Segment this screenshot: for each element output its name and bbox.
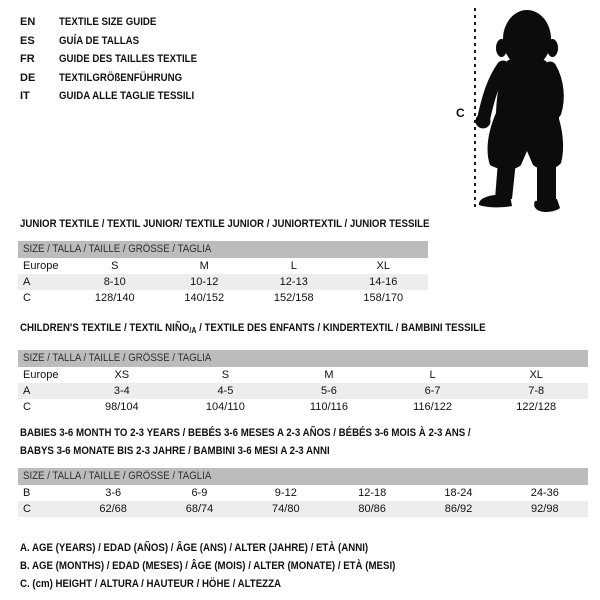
value-cell: 6-9: [191, 487, 208, 499]
value-cell: 14-16: [369, 276, 398, 288]
row-label: A: [23, 276, 31, 288]
nino-a-subscript: /A: [189, 326, 197, 335]
language-row-fr: [20, 50, 216, 69]
value-cell: 98/104: [104, 401, 139, 413]
language-code: DE: [20, 71, 36, 84]
size-cell: M: [199, 260, 209, 272]
footnote-c: C. (cm) HEIGHT / ALTURA / HAUTEUR / HÖHE / ALTEZZA: [20, 578, 282, 590]
language-code: IT: [20, 90, 30, 102]
row-label: Europe: [23, 260, 59, 272]
children-height-row: [18, 399, 588, 415]
guide-title-de: TEXTILGRÖßENFÜHRUNG: [59, 71, 183, 84]
babies-size-table: [18, 468, 588, 517]
children-section-title: CHILDREN'S TEXTILE / TEXTIL NIÑO/A / TEXTILE DES ENFANTS / KINDERTEXTIL / BAMBINI TESSILE: [20, 322, 486, 335]
value-cell: 3-6: [105, 487, 122, 499]
value-cell: 8-10: [103, 276, 126, 288]
row-label: Europe: [23, 369, 59, 381]
size-cell: L: [290, 260, 297, 272]
children-size-table: [18, 350, 588, 415]
guide-title-en: TEXTILE SIZE GUIDE: [59, 16, 157, 28]
baby-height-figure: [455, 5, 580, 215]
language-code: ES: [20, 34, 35, 47]
footnote-a: A. AGE (YEARS) / EDAD (AÑOS) / ÂGE (ANS) / ALTER (JAHRE) / ETÀ (ANNI): [20, 542, 369, 554]
row-label: B: [23, 487, 31, 499]
value-cell: 104/110: [205, 401, 245, 413]
guide-title-it: GUIDA ALLE TAGLIE TESSILI: [59, 90, 195, 102]
row-label: C: [23, 503, 31, 515]
value-cell: 80/86: [358, 503, 386, 515]
size-bar-label: SIZE / TALLA / TAILLE / GRÖSSE / TAGLIA: [23, 470, 212, 482]
row-label: C: [23, 401, 31, 413]
value-cell: 10-12: [190, 276, 219, 288]
language-code: EN: [20, 16, 36, 28]
value-cell: 24-36: [530, 487, 559, 499]
children-header-row: [18, 367, 588, 383]
value-cell: 68/74: [185, 503, 214, 515]
language-row-de: [20, 69, 216, 88]
children-table: [18, 367, 588, 415]
language-list: [20, 13, 216, 106]
baby-silhouette-icon: [476, 10, 564, 212]
footnote-b: B. AGE (MONTHS) / EDAD (MESES) / ÂGE (MOIS) / ALTER (MONATE) / ETÀ (MESI): [20, 560, 396, 572]
size-cell: L: [429, 369, 436, 381]
value-cell: 12-13: [279, 276, 308, 288]
junior-age-row: [18, 274, 428, 290]
size-cell: S: [221, 369, 230, 381]
value-cell: 128/140: [94, 292, 135, 304]
value-cell: 158/170: [363, 292, 404, 304]
babies-table: [18, 485, 588, 517]
junior-section-title: JUNIOR TEXTILE / TEXTIL JUNIOR/ TEXTILE JUNIOR / JUNIORTEXTIL / JUNIOR TESSILE: [20, 218, 430, 230]
row-label: C: [23, 292, 31, 304]
babies-section-title: BABIES 3-6 MONTH TO 2-3 YEARS / BEBÉS 3-6 MESES A 2-3 AÑOS / BÉBÉS 3-6 MOIS À 2-3 ANS / BABYS 3-6 MONATE BIS 2-3 JAHRE / BAMBINI 3-6 MESI A 2-3 ANNI: [20, 427, 471, 457]
value-cell: 6-7: [424, 385, 441, 397]
language-row-es: [20, 32, 216, 51]
size-cell: XL: [376, 260, 390, 272]
value-cell: 116/122: [413, 401, 453, 413]
value-cell: 12-18: [358, 487, 387, 499]
value-cell: 3-4: [113, 385, 130, 397]
size-bar-label: SIZE / TALLA / TAILLE / GRÖSSE / TAGLIA: [23, 352, 212, 364]
junior-size-table: [18, 241, 428, 306]
value-cell: 110/116: [309, 401, 349, 413]
junior-table: [18, 258, 428, 306]
children-age-row: [18, 383, 588, 399]
height-measure-label: C: [456, 106, 465, 120]
size-bar: [18, 350, 588, 367]
language-row-en: [20, 13, 216, 32]
size-bar: [18, 241, 428, 258]
value-cell: 18-24: [444, 487, 473, 499]
size-cell: M: [324, 369, 334, 381]
value-cell: 4-5: [217, 385, 234, 397]
guide-title-es: GUÍA DE TALLAS: [59, 34, 140, 47]
language-row-it: [20, 87, 216, 106]
size-cell: XL: [529, 369, 543, 381]
value-cell: 7-8: [528, 385, 545, 397]
guide-title-fr: GUIDE DES TAILLES TEXTILE: [59, 53, 198, 65]
value-cell: 62/68: [99, 503, 127, 515]
junior-height-row: [18, 290, 428, 306]
size-bar-label: SIZE / TALLA / TAILLE / GRÖSSE / TAGLIA: [23, 243, 212, 255]
value-cell: 74/80: [272, 503, 300, 515]
footnote-legend: [20, 539, 447, 593]
value-cell: 5-6: [321, 385, 337, 397]
value-cell: 92/98: [531, 503, 559, 515]
language-code: FR: [20, 53, 35, 65]
size-cell: S: [111, 260, 119, 272]
value-cell: 152/158: [273, 292, 314, 304]
junior-header-row: [18, 258, 428, 274]
row-label: A: [23, 385, 31, 397]
value-cell: 9-12: [274, 487, 297, 499]
size-bar: [18, 468, 588, 485]
value-cell: 122/128: [516, 401, 557, 413]
babies-months-row: [18, 485, 588, 501]
size-cell: XS: [114, 369, 130, 381]
value-cell: 140/152: [184, 292, 225, 304]
babies-height-row: [18, 501, 588, 517]
value-cell: 86/92: [444, 503, 473, 515]
